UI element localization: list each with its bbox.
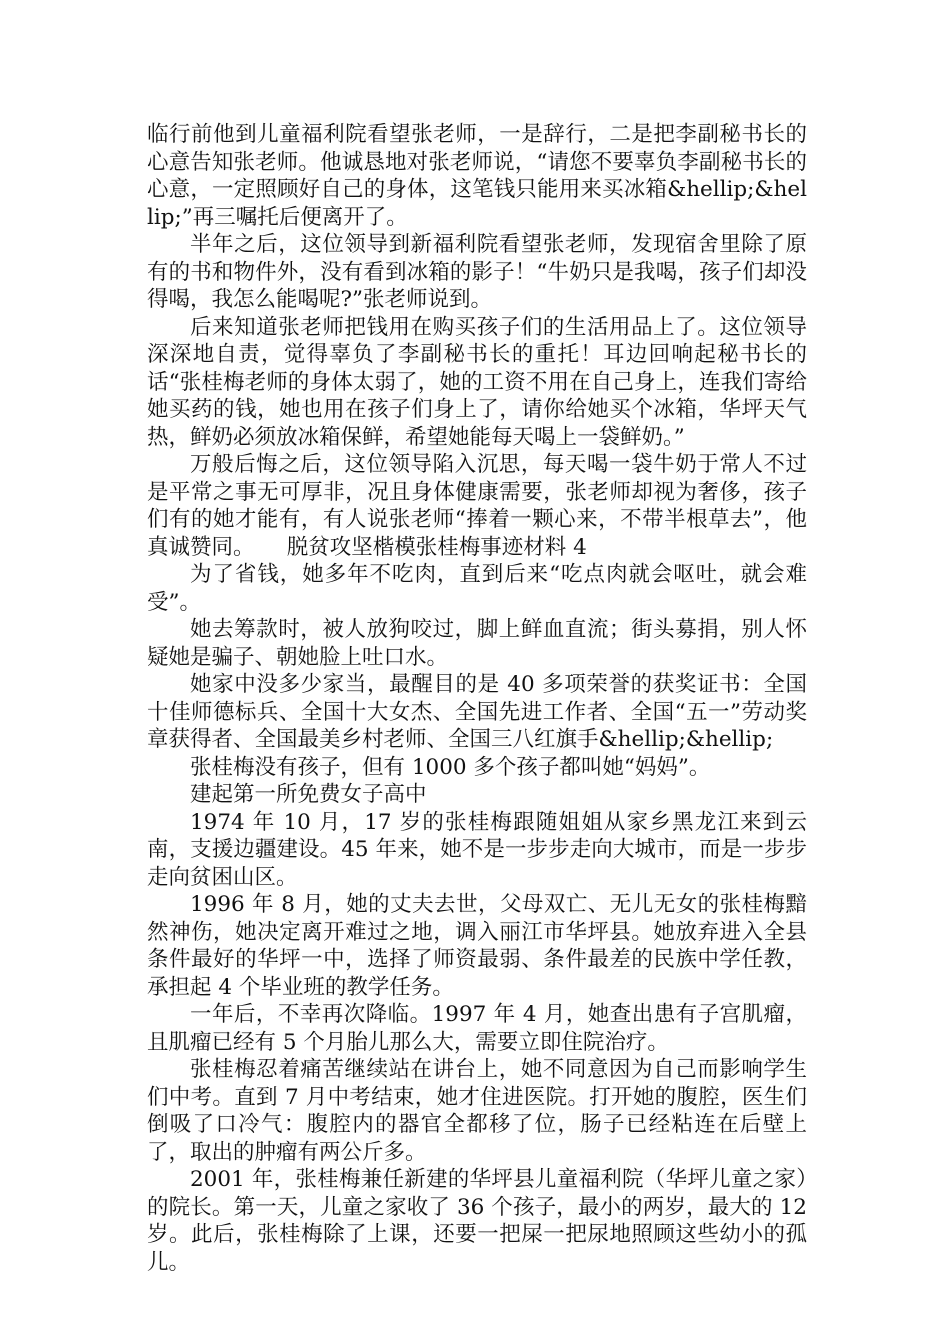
- paragraph-10: 1974 年 10 月，17 岁的张桂梅跟随姐姐从家乡黑龙江来到云南，支援边疆建设。45 年来，她不是一步步走向大城市，而是一步步走向贫困山区。: [147, 809, 807, 890]
- paragraph-4: 万般后悔之后，这位领导陷入沉思，每天喝一袋牛奶于常人不过是平常之事无可厚非，况且身体健康需要，张老师却视为奢侈，孩子们有的她才能有，有人说张老师“捧着一颗心来，不带半根草去”，他真诚赞同。 脱贫攻坚楷模张桂梅事迹材料 4: [147, 452, 807, 560]
- paragraph-14: 2001 年，张桂梅兼任新建的华坪县儿童福利院（华坪儿童之家）的院长。第一天，儿童之家收了 36 个孩子，最小的两岁，最大的 12 岁。此后，张桂梅除了上课，还要一把屎一把尿地照顾这些幼小的孤儿。: [147, 1167, 807, 1275]
- paragraph-12: 一年后，不幸再次降临。1997 年 4 月，她查出患有子宫肌瘤，且肌瘤已经有 5 个月胎儿那么大，需要立即住院治疗。: [147, 1002, 807, 1055]
- paragraph-11: 1996 年 8 月，她的丈夫去世，父母双亡、无儿无女的张桂梅黯然神伤，她决定离开难过之地，调入丽江市华坪县。她放弃进入全县条件最好的华坪一中，选择了师资最弱、条件最差的民族中学任教，承担起 4 个毕业班的教学任务。: [147, 892, 807, 1000]
- paragraph-13: 张桂梅忍着痛苦继续站在讲台上，她不同意因为自己而影响学生们中考。直到 7 月中考结束，她才住进医院。打开她的腹腔，医生们倒吸了口冷气：腹腔内的器官全都移了位，肠子已经粘连在后壁上了，取出的肿瘤有两公斤多。: [147, 1057, 807, 1165]
- paragraph-8: 张桂梅没有孩子，但有 1000 多个孩子都叫她“妈妈”。: [190, 754, 711, 780]
- paragraph-7: 她家中没多少家当，最醒目的是 40 多项荣誉的获奖证书：全国十佳师德标兵、全国十大女杰、全国先进工作者、全国“五一”劳动奖章获得者、全国最美乡村老师、全国三八红旗手&hellip;&hellip;: [147, 672, 807, 752]
- paragraph-1: 临行前他到儿童福利院看望张老师，一是辞行，二是把李副秘书长的心意告知张老师。他诚恳地对张老师说，“请您不要辜负李副秘书长的心意，一定照顾好自己的身体，这笔钱只能用来买冰箱&hellip;&hellip;”再三嘱托后便离开了。: [147, 122, 807, 230]
- paragraph-2: 半年之后，这位领导到新福利院看望张老师，发现宿舍里除了原有的书和物件外，没有看到冰箱的影子！“牛奶只是我喝，孩子们却没得喝，我怎么能喝呢?”张老师说到。: [147, 232, 807, 312]
- paragraph-3: 后来知道张老师把钱用在购买孩子们的生活用品上了。这位领导深深地自责，觉得辜负了李副秘书长的重托！耳边回响起秘书长的话“张桂梅老师的身体太弱了，她的工资不用在自己身上，连我们寄给她买药的钱，她也用在孩子们身上了，请你给她买个冰箱，华坪天气热，鲜奶必须放冰箱保鲜，希望她能每天喝上一袋鲜奶。”: [147, 314, 807, 450]
- paragraph-5: 为了省钱，她多年不吃肉，直到后来“吃点肉就会呕吐，就会难受”。: [147, 562, 807, 615]
- paragraph-6: 她去筹款时，被人放狗咬过，脚上鲜血直流；街头募捐，别人怀疑她是骗子、朝她脸上吐口水。: [147, 617, 807, 670]
- section-heading: 建起第一所免费女子高中: [190, 782, 427, 807]
- document-body: [147, 121, 807, 1276]
